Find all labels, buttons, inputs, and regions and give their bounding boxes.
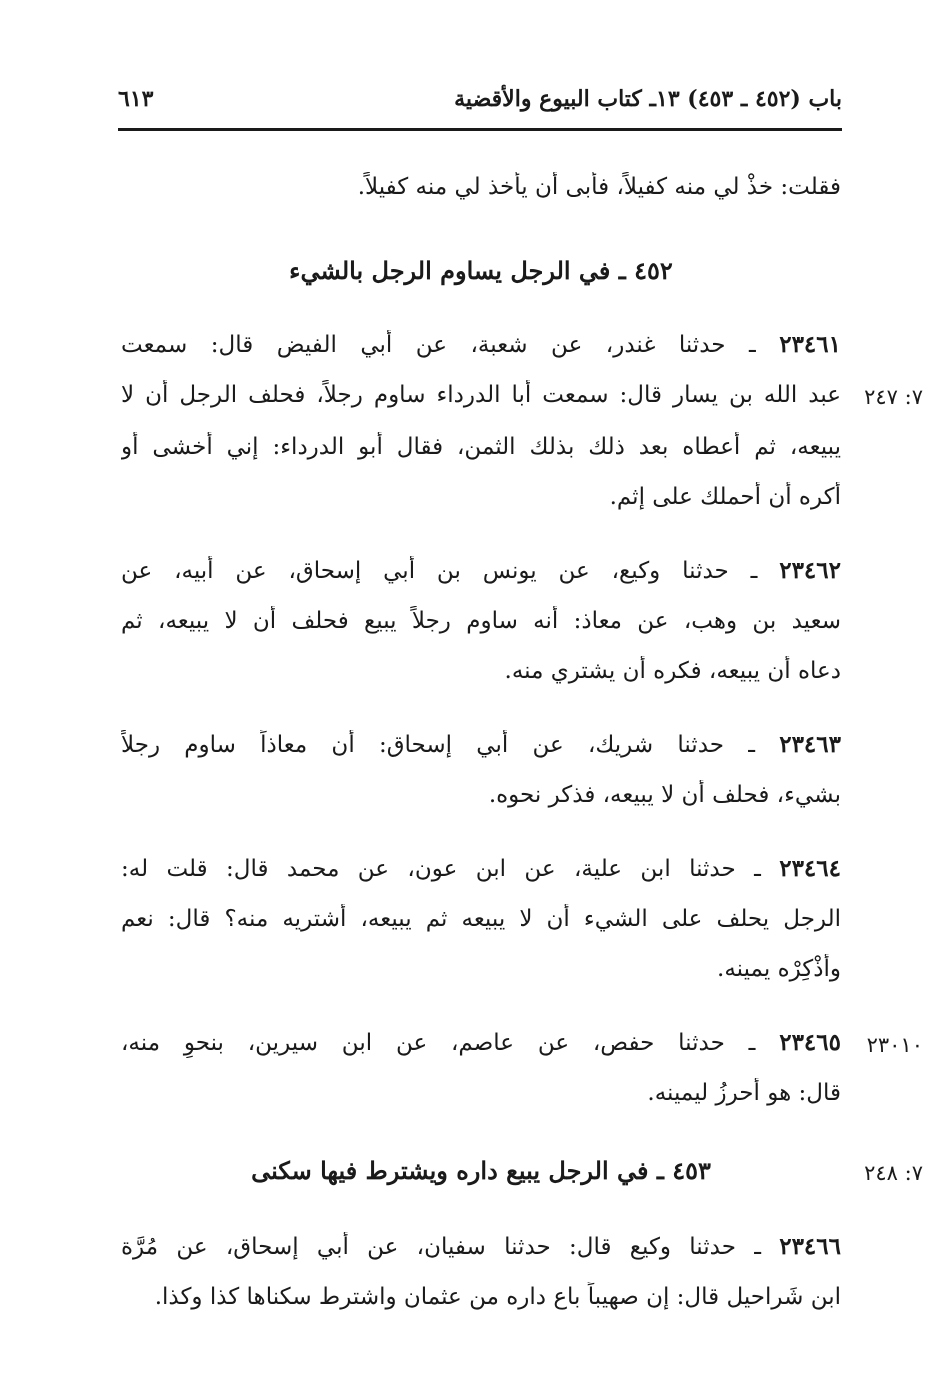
hadith-23461-line: ٢٣٤٦١ ـ حدثنا غندر، عن شعبة، عن أبي الفيض قال: سمعت	[121, 331, 841, 358]
hadith-23462-line: ٢٣٤٦٢ ـ حدثنا وكيع، عن يونس بن أبي إسحاق، عن أبيه، عن	[121, 557, 841, 584]
text-line: يبيعه، ثم أعطاه بعد ذلك بذلك الثمن، فقال أبو الدرداء: إني أخشى أو	[121, 434, 841, 460]
hadith-number: ٢٣٤٦٦	[779, 1233, 841, 1260]
hadith-number: ٢٣٤٦٣	[779, 731, 841, 758]
margin-reference: ٧: ٢٤٨	[864, 1161, 923, 1185]
hadith-23464-line: ٢٣٤٦٤ ـ حدثنا ابن علية، عن ابن عون، عن محمد قال: قلت له:	[121, 855, 841, 882]
text-line: فقلت: خذْ لي منه كفيلاً، فأبى أن يأخذ لي منه كفيلاً.	[357, 174, 841, 200]
hadith-number: ٢٣٤٦٤	[779, 855, 841, 882]
text-line: الرجل يحلف على الشيء أن لا يبيعه ثم يبيعه، أشتريه منه؟ قال: نعم	[121, 906, 841, 932]
page-number: ٦١٣	[118, 86, 154, 112]
chapter-heading: باب (٤٥٢ ـ ٤٥٣) ١٣ـ كتاب البيوع والأقضية	[454, 86, 842, 112]
text-line: أكره أن أحملك على إثم.	[609, 484, 841, 510]
running-header	[118, 86, 842, 124]
text-line: سعيد بن وهب، عن معاذ: أنه ساوم رجلاً يبيع فحلف أن لا يبيعه، ثم	[121, 608, 841, 634]
hadith-23466-line: ٢٣٤٦٦ ـ حدثنا وكيع قال: حدثنا سفيان، عن أبي إسحاق، عن مُرَّة	[121, 1233, 841, 1260]
section-heading-453: ٤٥٣ ـ في الرجل يبيع داره ويشترط فيها سكنى	[251, 1156, 711, 1185]
hadith-number: ٢٣٤٦١	[779, 331, 841, 358]
section-heading-452: ٤٥٢ ـ في الرجل يساوم الرجل بالشيء	[289, 256, 673, 285]
text-line: دعاه أن يبيعه، فكره أن يشتري منه.	[504, 658, 841, 684]
hadith-23465-line: ٢٣٤٦٥ ـ حدثنا حفص، عن عاصم، عن ابن سيرين، بنحوٍ منه،	[121, 1029, 841, 1056]
margin-reference: ٢٣٠١٠	[866, 1033, 923, 1057]
text-line: قال: هو أحرزُ ليمينه.	[647, 1080, 841, 1106]
margin-reference: ٧: ٢٤٧	[864, 385, 923, 409]
text-line: وأذْكِرْه يمينه.	[717, 956, 841, 982]
text-line: ابن شَراحيل قال: إن صهيباً باع داره من عثمان واشترط سكناها كذا وكذا.	[154, 1284, 841, 1310]
text-line: عبد الله بن يسار قال: سمعت أبا الدرداء ساوم رجلاً، فحلف الرجل أن لا	[121, 382, 841, 408]
text-line: بشيء، فحلف أن لا يبيعه، فذكر نحوه.	[488, 782, 841, 808]
hadith-number: ٢٣٤٦٥	[779, 1029, 841, 1056]
header-rule	[118, 128, 842, 131]
hadith-number: ٢٣٤٦٢	[779, 557, 841, 584]
hadith-23463-line: ٢٣٤٦٣ ـ حدثنا شريك، عن أبي إسحاق: أن معاذاً ساوم رجلاً	[121, 731, 841, 758]
